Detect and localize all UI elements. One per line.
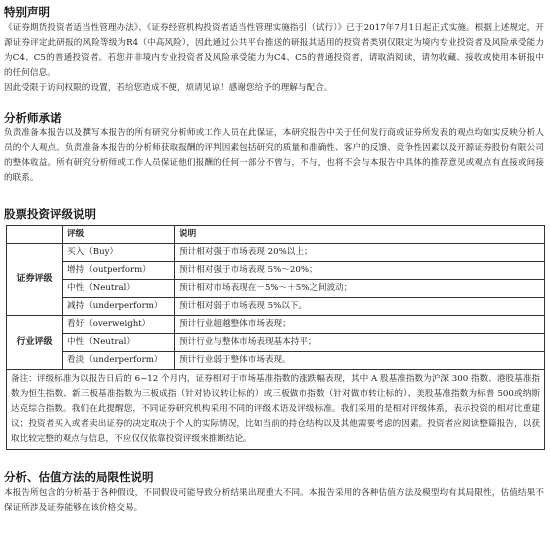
limitations-body — [4, 486, 544, 516]
rating-name: 看好（overweight） — [63, 316, 175, 334]
analyst-commitment-paragraph: 负责准备本报告以及撰写本报告的所有研究分析师或工作人员在此保证，本研究报告中关于任何发行商或证券所发表的观点均如实反映分析人员的个人观点。负责准备本报告的分析师获取报酬的评判因素包括研究的质量和准确性、客户的反馈、竞争性因素以及开源证券股份有限公司的整体收益。所有研究分析师或工作人员保证他们报酬的任何一部分不曾与，不与，也将不会与本报告中具体的推荐意见或观点有直接或间接的联系。 — [4, 128, 544, 183]
rating-header-rating: 评级 — [63, 226, 175, 244]
rating-description: 预计相对市场表现在－5%～＋5%之间波动； — [175, 280, 545, 298]
analyst-commitment-body — [4, 126, 544, 186]
rating-description: 预计行业超越整体市场表现； — [175, 316, 545, 334]
limitations-paragraph: 本报告所包含的分析基于各种假设，不同假设可能导致分析结果出现重大不同。本报告采用的各种估值方法及模型均有其局限性，估值结果不保证所涉及证券能够在该价格交易。 — [4, 488, 544, 513]
limitations-title: 分析、估值方法的局限性说明 — [4, 470, 154, 484]
special-statement-paragraph-1: 《证券期货投资者适当性管理办法》、《证券经营机构投资者适当性管理实施指引（试行）》已于2017年7月1日起正式实施。根据上述规定，开源证券评定此研报的风险等级为R4（中高风险），因此通过公共平台推送的研报其适用的投资者类别仅限定为境内专业投资者及风险承受能力为C4、C5的普通投资者。若您并非境内专业投资者及风险承受能力为C4、C5的普通投资者，请取消阅读，请勿收藏、接收或使用本研报中的任何信息。 — [4, 23, 544, 78]
table-row — [7, 244, 545, 262]
rating-header-description: 说明 — [175, 226, 545, 244]
rating-description: 预计相对强于市场表现 20%以上； — [175, 244, 545, 262]
rating-note: 备注：评级标准为以报告日后的 6~12 个月内，证券相对于市场基准指数的涨跌幅表现，其中 A 股基准指数为沪深 300 指数、港股基准指数为恒生指数、新三板基准指数为三板成指（针对协议转让标的）或三板做市指数（针对做市转让标的）、美股基准指数为标普 500或纳斯达克综合指数。我们在此提醒您，不同证券研究机构采用不同的评级术语及评级标准。我们采用的是相对评级体系，表示投资的相对比重建议；投资者买入或者卖出证券的决定取决于个人的实际情况，比如当前的持仓结构以及其他需要考虑的因素。投资者应阅读整篇报告，以获取比较完整的观点与信息，不应仅仅依靠投资评级来推断结论。 — [7, 370, 545, 450]
table-row — [7, 298, 545, 316]
rating-name: 中性（Neutral） — [63, 280, 175, 298]
rating-name: 买入（Buy） — [63, 244, 175, 262]
rating-table-wrapper — [6, 225, 544, 450]
rating-name: 中性（Neutral） — [63, 334, 175, 352]
stock-rating-category: 证券评级 — [7, 244, 63, 316]
rating-header-blank — [7, 226, 63, 244]
rating-section-title: 股票投资评级说明 — [4, 207, 96, 221]
rating-description: 预计行业与整体市场表现基本持平； — [175, 334, 545, 352]
rating-table — [6, 225, 545, 450]
rating-table-header-row — [7, 226, 545, 244]
rating-description: 预计行业弱于整体市场表现。 — [175, 352, 545, 370]
table-row — [7, 316, 545, 334]
rating-name: 看淡（underperform） — [63, 352, 175, 370]
special-statement-body — [4, 21, 544, 96]
rating-note-row — [7, 370, 545, 450]
special-statement-title: 特别声明 — [4, 5, 50, 19]
table-row — [7, 262, 545, 280]
special-statement-paragraph-2: 因此受限于访问权限的设置，若给您造成不便，烦请见谅！感谢您给予的理解与配合。 — [4, 83, 333, 93]
rating-name: 减持（underperform） — [63, 298, 175, 316]
rating-description: 预计相对弱于市场表现 5%以下。 — [175, 298, 545, 316]
analyst-commitment-title: 分析师承诺 — [4, 111, 62, 125]
table-row — [7, 334, 545, 352]
table-row — [7, 280, 545, 298]
rating-name: 增持（outperform） — [63, 262, 175, 280]
table-row — [7, 352, 545, 370]
rating-description: 预计相对强于市场表现 5%～20%； — [175, 262, 545, 280]
industry-rating-category: 行业评级 — [7, 316, 63, 370]
